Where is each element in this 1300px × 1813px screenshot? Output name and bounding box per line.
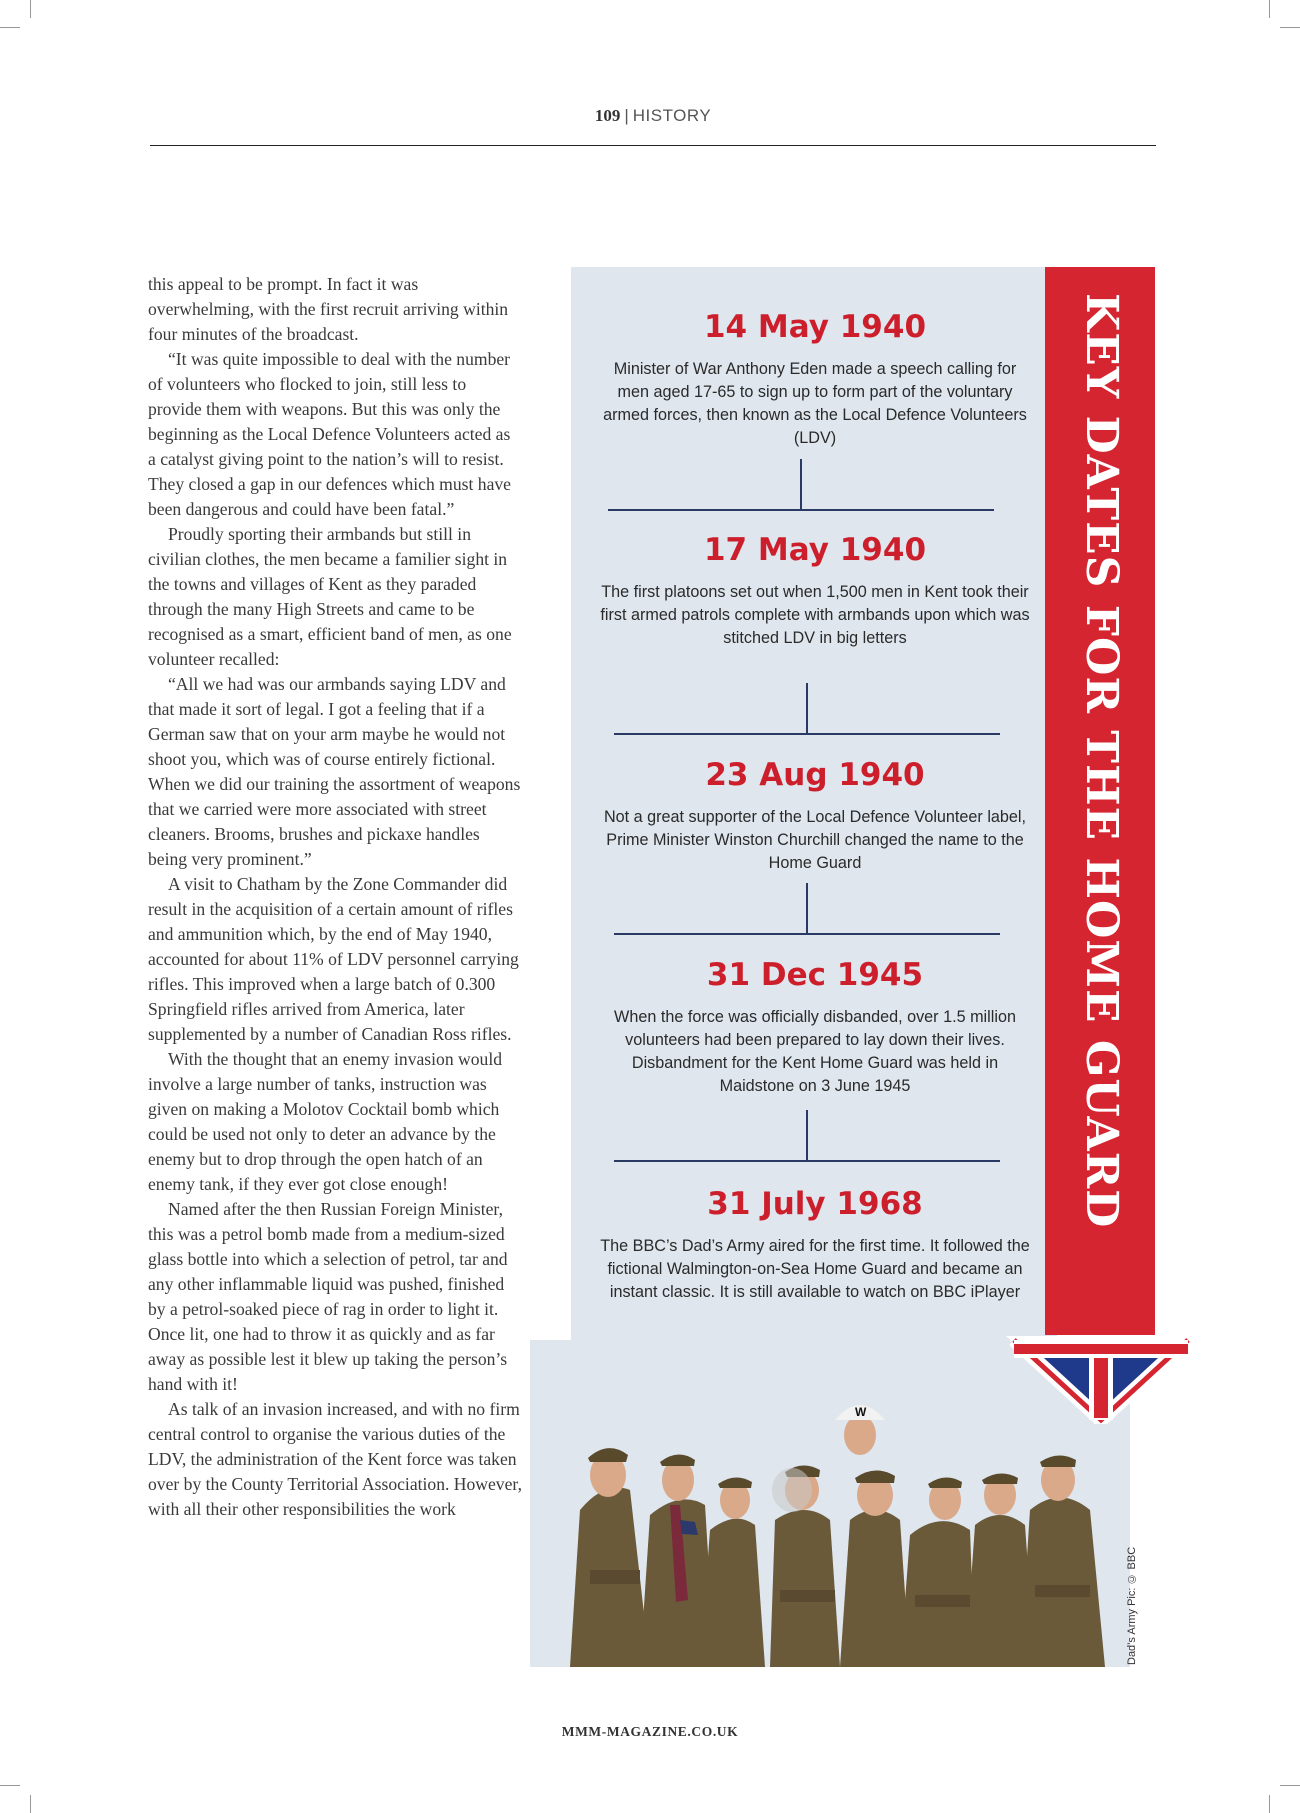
photo-credit: Dad’s Army Pic: © BBC — [1126, 1546, 1138, 1665]
key-dates-title: KEY DATES FOR THE HOME GUARD — [1076, 293, 1127, 1229]
timeline-connector — [614, 683, 1000, 737]
timeline-description: The BBC’s Dad’s Army aired for the first time. It followed the fictional Walmington-on-Sea Home Guard and became an instant classic. It is still available to watch on BBC iPlayer — [600, 1237, 1030, 1301]
union-jack-icon — [1006, 1336, 1196, 1424]
key-dates-banner — [1045, 267, 1155, 1335]
timeline-date: 23 Aug 1940 — [705, 757, 925, 793]
crop-mark — [1269, 0, 1270, 18]
crop-mark — [0, 27, 20, 28]
timeline-entry — [600, 755, 1030, 875]
paragraph: Proudly sporting their armbands but still in civilian clothes, the men became a familier sight in the towns and villages of Kent as they paraded through the many High Streets and came to be recognised as a smart, efficient band of men, as one volunteer recalled: — [148, 524, 512, 669]
footer-website: MMM-MAGAZINE.CO.UK — [561, 1724, 739, 1739]
crop-mark — [1280, 27, 1300, 28]
article-body — [148, 272, 522, 1522]
timeline-description: The first platoons set out when 1,500 men in Kent took their first armed patrols complete with armbands upon which was stitched LDV in big letters — [600, 583, 1030, 647]
crop-mark — [30, 0, 31, 18]
timeline-date: 31 Dec 1945 — [706, 957, 924, 993]
timeline-date: 14 May 1940 — [703, 309, 927, 345]
paragraph: With the thought that an enemy invasion would involve a large number of tanks, instruction was given on making a Molotov Cocktail bomb which could be used not only to deter an advance by the enemy but to drop through the open hatch of an enemy tank, if they ever got close enough! — [148, 1049, 503, 1194]
header-separator: | — [624, 106, 629, 125]
svg-text:W: W — [855, 1405, 867, 1419]
paragraph: this appeal to be prompt. In fact it was overwhelming, with the first recruit arriving within four minutes of the broadcast. — [148, 274, 509, 344]
timeline-date: 17 May 1940 — [703, 532, 927, 568]
crop-mark — [30, 1795, 31, 1813]
paragraph: As talk of an invasion increased, and with no firm central control to organise the various duties of the LDV, the administration of the Kent force was taken over by the County Territorial Association. However, with all their other responsibilities the work — [148, 1399, 522, 1519]
paragraph: A visit to Chatham by the Zone Commander did result in the acquisition of a certain amount of rifles and ammunition which, by the end of May 1940, accounted for about 11% of LDV personnel carrying rifles. This improved when a large batch of 0.300 Springfield rifles arrived from America, later supplemented by a number of Canadian Ross rifles. — [148, 874, 519, 1044]
timeline-entry — [600, 1184, 1030, 1304]
timeline-description: Not a great supporter of the Local Defence Volunteer label, Prime Minister Winston Churchill changed the name to the Home Guard — [603, 808, 1027, 872]
timeline-date: 31 July 1968 — [707, 1186, 923, 1222]
timeline-entry — [600, 530, 1030, 650]
paragraph: Named after the then Russian Foreign Minister, this was a petrol bomb made from a medium-sized glass bottle into which a selection of petrol, tar and any other inflammable liquid was pushed, finished by a petrol-soaked piece of rag in order to light it. Once lit, one had to throw it as quickly and as far away as possible lest it blew up taking the person’s hand with it! — [148, 1199, 508, 1394]
section-title: HISTORY — [632, 106, 712, 125]
timeline-entry — [600, 955, 1030, 1098]
paragraph: “All we had was our armbands saying LDV and that made it sort of legal. I got a feeling that if a German saw that on your arm maybe he would not shoot you, which was of course entirely fictional. When we did our training the assortment of weapons that we carried were more associated with street cleaners. Brooms, brushes and pickaxe handles being very prominent.” — [148, 674, 521, 869]
timeline-description: When the force was officially disbanded, over 1.5 million volunteers had been prepared to lay down their lives. Disbandment for the Kent Home Guard was held in Maidstone on 3 June 1945 — [614, 1008, 1016, 1095]
timeline-entry — [600, 307, 1030, 450]
timeline-connector — [614, 883, 1000, 937]
crop-mark — [0, 1785, 20, 1786]
page-header — [150, 106, 1156, 146]
paragraph: “It was quite impossible to deal with the number of volunteers who flocked to join, still less to provide them with weapons. But this was only the beginning as the Local Defence Volunteers acted as a catalyst giving point to the nation’s will to resist. They closed a gap in our defences which must have been dangerous and could have been fatal.” — [148, 349, 511, 519]
page-number: 109 — [594, 106, 621, 125]
timeline-description: Minister of War Anthony Eden made a speech calling for men aged 17-65 to sign up to form part of the voluntary armed forces, then known as the Local Defence Volunteers (LDV) — [603, 360, 1027, 447]
crop-mark — [1280, 1785, 1300, 1786]
timeline-connector — [608, 459, 994, 513]
crop-mark — [1269, 1795, 1270, 1813]
timeline-connector — [614, 1110, 1000, 1164]
